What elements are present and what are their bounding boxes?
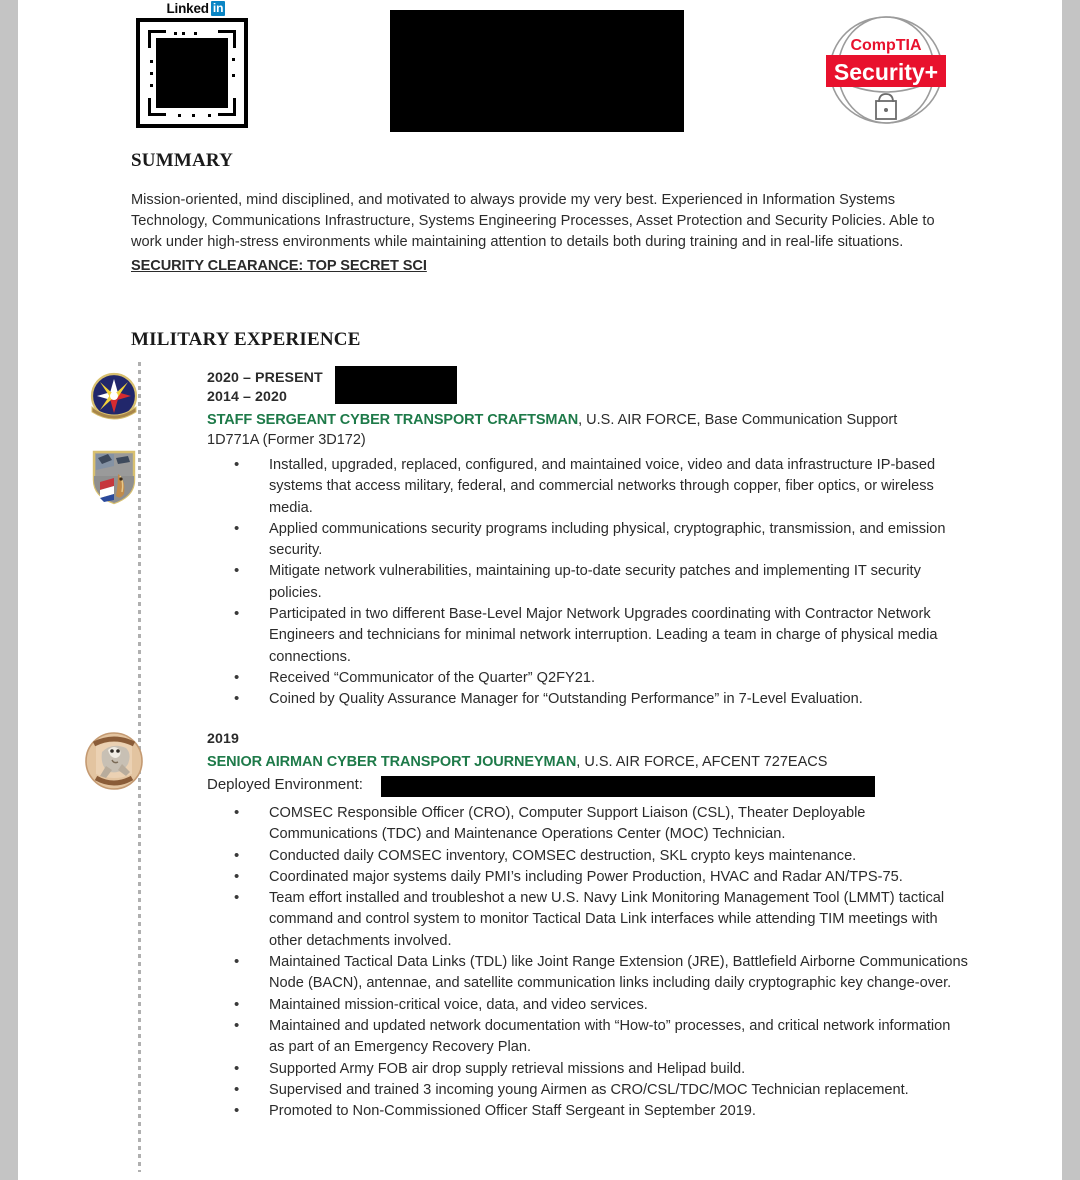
entry-employer: , U.S. AIR FORCE, Base Communication Support — [578, 412, 898, 428]
qr-dot — [208, 114, 211, 117]
entry-title-line — [207, 410, 969, 430]
experience-entry — [207, 730, 969, 1122]
bullet-item: • COMSEC Responsible Officer (CRO), Computer Support Liaison (CSL), Theater Deployable Communications (TDC) and Maintenance Operations Center (MOC) Technician. — [207, 803, 969, 846]
qr-dot — [178, 114, 181, 117]
entry-job-title: SENIOR AIRMAN CYBER TRANSPORT JOURNEYMAN — [207, 754, 577, 770]
wing-patch-shield-icon — [84, 446, 144, 506]
squadron-patch-desert-icon — [82, 730, 146, 792]
comptia-brand-text: CompTIA — [850, 37, 922, 54]
bullet-item: • Maintained Tactical Data Links (TDL) like Joint Range Extension (JRE), Battlefield Airborne Communications Node (BACN), antennae, and satellite communication links including daily cryptographic key change-over. — [207, 952, 969, 995]
deployed-environment-label: Deployed Environment: — [207, 776, 363, 793]
summary-section-heading: SUMMARY — [131, 150, 234, 171]
bullet-item: • Maintained mission-critical voice, data, and video services. — [207, 995, 969, 1016]
entry-date-secondary: 2014 – 2020 — [207, 389, 287, 405]
qr-finder-top-left — [148, 30, 166, 48]
linkedin-wordmark: Linked — [166, 0, 209, 16]
name-redaction-block — [390, 10, 684, 132]
comptia-security-plus-badge — [816, 10, 956, 130]
bullet-item: • Conducted daily COMSEC inventory, COMSEC destruction, SKL crypto keys maintenance. — [207, 846, 969, 867]
entry-bullet-list — [207, 803, 969, 1122]
qr-finder-bottom-left — [148, 98, 166, 116]
security-plus-text: Security+ — [833, 59, 939, 85]
bullet-item: • Participated in two different Base-Level Major Network Upgrades coordinating with Contractor Network Engineers and technicians for minimal network interruption. Leading a team in charge of physical media connections. — [207, 604, 969, 668]
entry-title-line — [207, 752, 969, 772]
entry-employer: , U.S. AIR FORCE, AFCENT 727EACS — [576, 754, 828, 770]
padlock-icon — [876, 94, 896, 119]
deployed-environment-redaction-block — [381, 776, 875, 797]
entry-date-block — [207, 369, 969, 407]
entry-job-title: STAFF SERGEANT CYBER TRANSPORT CRAFTSMAN — [207, 412, 579, 428]
bullet-item: • Coordinated major systems daily PMI’s including Power Production, HVAC and Radar AN/TPS-75. — [207, 867, 969, 888]
resume-header — [18, 0, 1062, 140]
qr-dot — [150, 72, 153, 75]
qr-code-pattern — [148, 30, 236, 116]
qr-dot — [232, 74, 235, 77]
linkedin-in-icon: in — [212, 0, 224, 15]
qr-dot — [150, 60, 153, 63]
bullet-item: • Supported Army FOB air drop supply retrieval missions and Helipad build. — [207, 1059, 969, 1080]
qr-dot — [182, 32, 185, 35]
deployed-environment-row — [207, 774, 969, 798]
entry-afsc-code: 1D771A (Former 3D172) — [207, 432, 366, 448]
qr-dot — [194, 32, 197, 35]
qr-code-icon[interactable] — [136, 18, 248, 128]
entry-date-primary: 2020 – PRESENT — [207, 370, 323, 386]
bullet-item: • Coined by Quality Assurance Manager for “Outstanding Performance” in 7-Level Evaluation. — [207, 689, 969, 710]
bullet-item: • Maintained and updated network documentation with “How-to” processes, and critical network information as part of an Emergency Recovery Plan. — [207, 1016, 969, 1059]
squadron-emblem-blue-icon — [84, 371, 144, 426]
entry-date-primary-row — [207, 369, 969, 388]
bullet-item: • Promoted to Non-Commissioned Officer Staff Sergeant in September 2019. — [207, 1101, 969, 1122]
bullet-item: • Installed, upgraded, replaced, configured, and maintained voice, video and data infrastructure IP-based systems that access military, federal, and commercial networks through copper, fiber optics, or wireless media. — [207, 455, 969, 519]
bullet-item: • Team effort installed and troubleshot a new U.S. Navy Link Monitoring Management Tool (LMMT) tactical command and control system to monitor Tactical Data Link interfaces while attending TIM meetings with other detachments involved. — [207, 888, 969, 952]
linkedin-qr-block[interactable] — [131, 0, 261, 128]
bullet-item: • Mitigate network vulnerabilities, maintaining up-to-date security patches and implementing IT security policies. — [207, 561, 969, 604]
experience-section-heading: MILITARY EXPERIENCE — [131, 329, 361, 350]
summary-section — [131, 190, 941, 277]
experience-entry — [207, 369, 969, 711]
qr-finder-top-right — [218, 30, 236, 48]
summary-body-text: Mission-oriented, mind disciplined, and motivated to always provide my very best. Experienced in Information Systems Technology, Communications Infrastructure, Systems Engineering Processes, Asset Protection and Security Policies. Able to work under high-stress environments while maintaining attention to details both during training and in real-life situations. — [131, 192, 935, 250]
qr-dot — [150, 84, 153, 87]
entry-date-block — [207, 730, 969, 749]
unit-redaction-block — [335, 366, 457, 404]
security-clearance-line: SECURITY CLEARANCE: TOP SECRET SCI — [131, 258, 427, 274]
resume-page — [18, 0, 1062, 1180]
bullet-item: • Received “Communicator of the Quarter” Q2FY21. — [207, 668, 969, 689]
qr-finder-bottom-right — [218, 98, 236, 116]
entry-bullet-list — [207, 455, 969, 711]
linkedin-logo — [131, 0, 261, 16]
qr-dot — [192, 114, 195, 117]
bullet-item: • Supervised and trained 3 incoming young Airmen as CRO/CSL/TDC/MOC Technician replacement. — [207, 1080, 969, 1101]
entry-date-primary: 2019 — [207, 731, 239, 747]
qr-dot — [232, 58, 235, 61]
qr-dot — [174, 32, 177, 35]
bullet-item: • Applied communications security programs including physical, cryptographic, transmission, and emission security. — [207, 519, 969, 562]
